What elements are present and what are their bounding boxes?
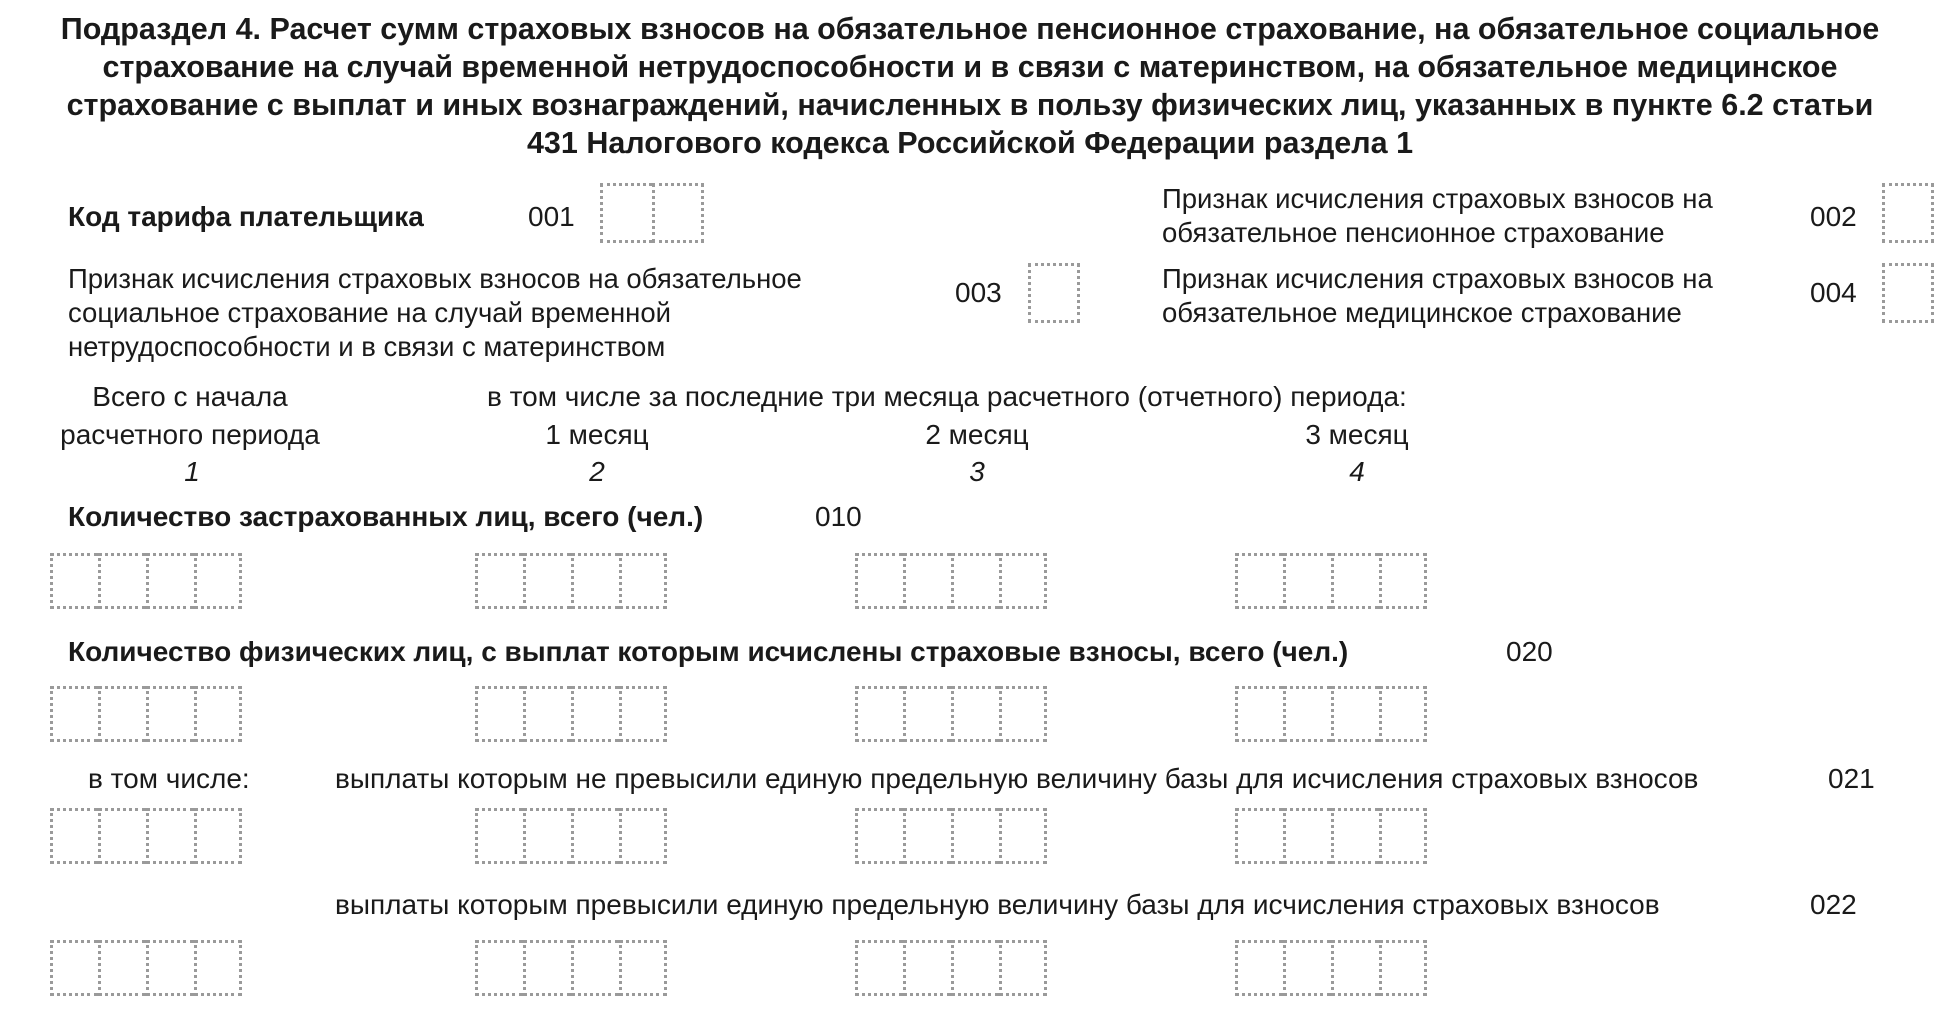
input-cell[interactable] — [652, 183, 704, 243]
row-020-col2-input[interactable] — [475, 686, 667, 742]
row-022-label: выплаты которым превысили единую предельную величину базы для исчисления страховых взносов — [335, 889, 1660, 920]
tariff-code-label: Код тарифа плательщика — [68, 201, 424, 232]
input-cell[interactable] — [855, 940, 903, 996]
input-cell[interactable] — [146, 940, 194, 996]
input-cell[interactable] — [50, 940, 98, 996]
input-cell[interactable] — [98, 808, 146, 864]
input-cell[interactable] — [1235, 940, 1283, 996]
input-cell[interactable] — [951, 686, 999, 742]
input-cell[interactable] — [619, 808, 667, 864]
input-cell[interactable] — [999, 686, 1047, 742]
input-cell[interactable] — [1331, 808, 1379, 864]
row-021-label: выплаты которым не превысили единую предельную величину базы для исчисления страховых взносов — [335, 763, 1699, 794]
input-cell[interactable] — [50, 553, 98, 609]
input-cell[interactable] — [1235, 808, 1283, 864]
input-cell[interactable] — [1283, 686, 1331, 742]
input-cell[interactable] — [475, 686, 523, 742]
medical-flag-label: Признак исчисления страховых взносов на обязательное медицинское страхование — [1162, 263, 1713, 328]
row-010-col4-input[interactable] — [1235, 553, 1427, 609]
column-2-number: 2 — [589, 456, 605, 487]
input-cell[interactable] — [903, 940, 951, 996]
input-cell[interactable] — [1283, 553, 1331, 609]
input-cell[interactable] — [903, 553, 951, 609]
input-cell[interactable] — [571, 553, 619, 609]
input-cell[interactable] — [146, 808, 194, 864]
row-020-col1-input[interactable] — [50, 686, 242, 742]
input-cell[interactable] — [1379, 686, 1427, 742]
medical-flag-input[interactable] — [1882, 263, 1934, 323]
row-010-col1-input[interactable] — [50, 553, 242, 609]
pension-flag-number: 002 — [1810, 201, 1857, 232]
input-cell[interactable] — [600, 183, 652, 243]
input-cell[interactable] — [146, 686, 194, 742]
input-cell[interactable] — [951, 808, 999, 864]
input-cell[interactable] — [571, 808, 619, 864]
row-022-col3-input[interactable] — [855, 940, 1047, 996]
input-cell[interactable] — [194, 686, 242, 742]
input-cell[interactable] — [523, 940, 571, 996]
input-cell[interactable] — [999, 940, 1047, 996]
column-3-number: 3 — [969, 456, 985, 487]
input-cell[interactable] — [1331, 686, 1379, 742]
input-cell[interactable] — [1283, 940, 1331, 996]
input-cell[interactable] — [1379, 808, 1427, 864]
input-cell[interactable] — [194, 808, 242, 864]
pension-flag-label: Признак исчисления страховых взносов на обязательное пенсионное страхование — [1162, 183, 1713, 248]
row-021-col4-input[interactable] — [1235, 808, 1427, 864]
input-cell[interactable] — [619, 686, 667, 742]
row-021-col1-input[interactable] — [50, 808, 242, 864]
input-cell[interactable] — [475, 553, 523, 609]
row-020-label: Количество физических лиц, с выплат которым исчислены страховые взносы, всего (чел.) — [68, 636, 1349, 667]
input-cell[interactable] — [1283, 808, 1331, 864]
row-022-code: 022 — [1810, 889, 1857, 920]
social-flag-number: 003 — [955, 277, 1002, 308]
row-021-prefix: в том числе: — [88, 763, 250, 794]
input-cell[interactable] — [571, 686, 619, 742]
input-cell[interactable] — [619, 940, 667, 996]
column-1-header-line1: Всего с начала — [92, 381, 288, 412]
section-title: Подраздел 4. Расчет сумм страховых взносов на обязательное пенсионное страхование, на обязательное социальное страхование на случай временной нетрудоспособности и в связи с материнством, на обязательное медицинское страхование с выплат и иных вознаграждений, начисленных в пользу физических лиц, указанных в пункте 6.2 статьи 431 Налогового кодекса Российской Федерации раздела 1 — [60, 12, 1880, 160]
input-cell[interactable] — [475, 940, 523, 996]
input-cell[interactable] — [523, 686, 571, 742]
input-cell[interactable] — [999, 553, 1047, 609]
input-cell[interactable] — [855, 808, 903, 864]
social-flag-input[interactable] — [1028, 263, 1080, 323]
input-cell[interactable] — [98, 940, 146, 996]
input-cell[interactable] — [619, 553, 667, 609]
input-cell[interactable] — [50, 808, 98, 864]
input-cell[interactable] — [1882, 183, 1934, 243]
input-cell[interactable] — [855, 553, 903, 609]
row-022-col1-input[interactable] — [50, 940, 242, 996]
input-cell[interactable] — [1235, 553, 1283, 609]
input-cell[interactable] — [194, 553, 242, 609]
input-cell[interactable] — [903, 808, 951, 864]
input-cell[interactable] — [1379, 940, 1427, 996]
input-cell[interactable] — [1379, 553, 1427, 609]
input-cell[interactable] — [98, 686, 146, 742]
columns-group-header: в том числе за последние три месяца расчетного (отчетного) периода: — [487, 381, 1407, 412]
medical-flag-number: 004 — [1810, 277, 1857, 308]
input-cell[interactable] — [1235, 686, 1283, 742]
input-cell[interactable] — [1331, 940, 1379, 996]
input-cell[interactable] — [1882, 263, 1934, 323]
column-4-number: 4 — [1349, 456, 1365, 487]
input-cell[interactable] — [999, 808, 1047, 864]
input-cell[interactable] — [571, 940, 619, 996]
row-022-col2-input[interactable] — [475, 940, 667, 996]
input-cell[interactable] — [951, 940, 999, 996]
input-cell[interactable] — [475, 808, 523, 864]
row-020-col3-input[interactable] — [855, 686, 1047, 742]
row-021-col3-input[interactable] — [855, 808, 1047, 864]
input-cell[interactable] — [855, 686, 903, 742]
row-020-code: 020 — [1506, 636, 1553, 667]
row-022-col4-input[interactable] — [1235, 940, 1427, 996]
row-010-code: 010 — [815, 501, 862, 532]
input-cell[interactable] — [146, 553, 194, 609]
tariff-code-input[interactable] — [600, 183, 704, 243]
column-2-header: 1 месяц — [545, 419, 649, 450]
input-cell[interactable] — [523, 808, 571, 864]
tariff-code-number: 001 — [528, 201, 575, 232]
pension-flag-input[interactable] — [1882, 183, 1934, 243]
input-cell[interactable] — [523, 553, 571, 609]
column-1-header-line2: расчетного периода — [60, 419, 320, 450]
row-010-col3-input[interactable] — [855, 553, 1047, 609]
row-010-col2-input[interactable] — [475, 553, 667, 609]
input-cell[interactable] — [194, 940, 242, 996]
input-cell[interactable] — [903, 686, 951, 742]
input-cell[interactable] — [98, 553, 146, 609]
input-cell[interactable] — [951, 553, 999, 609]
row-021-col2-input[interactable] — [475, 808, 667, 864]
row-010-label: Количество застрахованных лиц, всего (чел.) — [68, 501, 704, 532]
input-cell[interactable] — [1028, 263, 1080, 323]
column-1-number: 1 — [184, 456, 200, 487]
input-cell[interactable] — [1331, 553, 1379, 609]
social-flag-label: Признак исчисления страховых взносов на обязательное социальное страхование на случай временной нетрудоспособности и в связи с материнством — [68, 263, 802, 362]
row-021-code: 021 — [1828, 763, 1875, 794]
column-3-header: 2 месяц — [925, 419, 1029, 450]
column-4-header: 3 месяц — [1305, 419, 1409, 450]
input-cell[interactable] — [50, 686, 98, 742]
row-020-col4-input[interactable] — [1235, 686, 1427, 742]
